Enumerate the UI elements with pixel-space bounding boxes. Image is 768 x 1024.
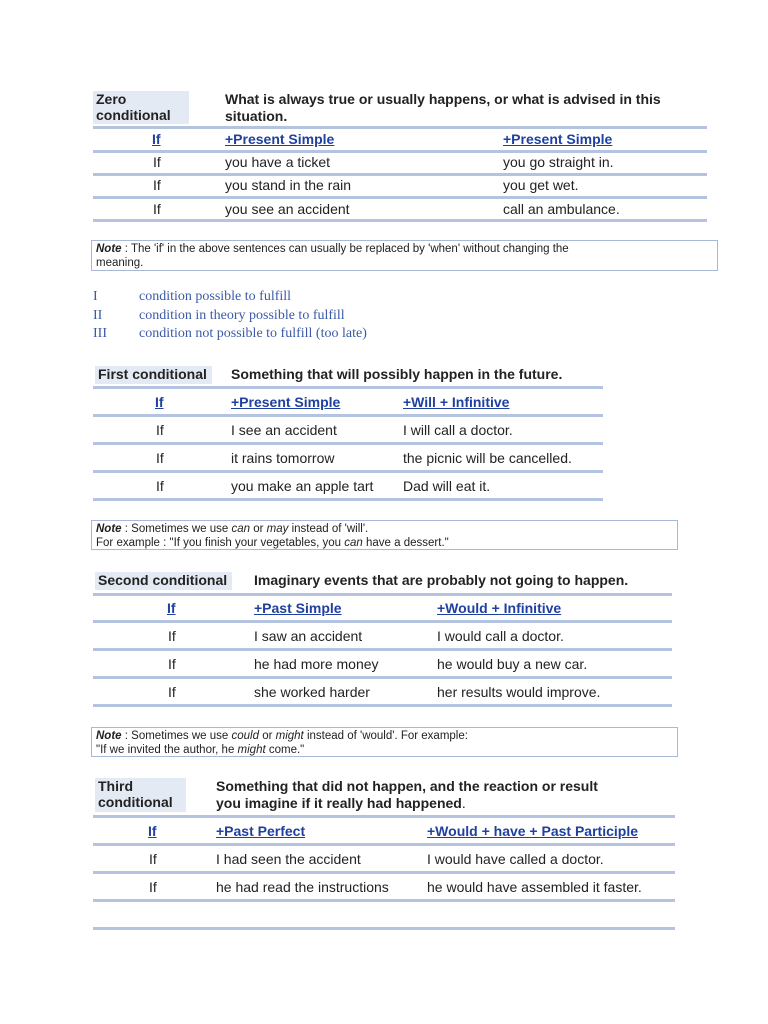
divider bbox=[93, 676, 672, 679]
divider bbox=[93, 173, 707, 176]
note-box: Note : Sometimes we use could or might instead of 'would'. For example: "If we invited the author, he might come." bbox=[91, 727, 678, 757]
first-title: First conditional bbox=[95, 366, 212, 384]
condition-numeral: I bbox=[93, 289, 98, 304]
table-cell: If bbox=[156, 450, 164, 466]
divider bbox=[93, 150, 707, 153]
note-label: Note bbox=[96, 243, 122, 255]
table-cell: If bbox=[168, 628, 176, 644]
table-cell: I see an accident bbox=[231, 422, 337, 438]
divider bbox=[93, 704, 672, 707]
header-if: If bbox=[152, 131, 161, 147]
table-cell: you go straight in. bbox=[503, 154, 614, 170]
divider bbox=[93, 927, 675, 930]
header-col2: +Present Simple bbox=[225, 131, 335, 147]
table-cell: you have a ticket bbox=[225, 154, 331, 170]
third-description: Something that did not happen, and the reaction or result you imagine if it really had happened. bbox=[216, 778, 598, 811]
divider bbox=[93, 871, 675, 874]
divider bbox=[93, 899, 675, 902]
note-box: Note : The 'if' in the above sentences can usually be replaced by 'when' without changing the meaning. bbox=[91, 240, 718, 271]
table-cell: it rains tomorrow bbox=[231, 450, 335, 466]
zero-description: What is always true or usually happens, or what is advised in this situation. bbox=[225, 91, 661, 124]
table-cell: I saw an accident bbox=[254, 628, 363, 644]
table-cell: the picnic will be cancelled. bbox=[403, 450, 572, 466]
table-cell: she worked harder bbox=[254, 684, 370, 700]
condition-text: condition not possible to fulfill (too late) bbox=[139, 326, 367, 341]
table-cell: he would buy a new car. bbox=[437, 656, 588, 672]
table-cell: he had read the instructions bbox=[216, 879, 389, 895]
divider bbox=[93, 470, 603, 473]
table-cell: you stand in the rain bbox=[225, 177, 352, 193]
table-cell: If bbox=[156, 422, 164, 438]
table-cell: If bbox=[149, 879, 157, 895]
third-title: Third conditional bbox=[95, 778, 186, 812]
note-label: Note bbox=[96, 730, 122, 742]
header-col3: +Present Simple bbox=[503, 131, 613, 147]
header-col2: +Past Simple bbox=[254, 600, 342, 616]
header-col3: +Will + Infinitive bbox=[403, 394, 510, 410]
condition-numeral: III bbox=[93, 326, 107, 341]
table-cell: call an ambulance. bbox=[503, 201, 620, 217]
table-cell: If bbox=[153, 154, 161, 170]
header-col2: +Past Perfect bbox=[216, 823, 306, 839]
note-box: Note : Sometimes we use can or may instead of 'will'. For example : "If you finish your vegetables, you can have a dessert." bbox=[91, 520, 678, 550]
divider bbox=[93, 386, 603, 389]
zero-title: Zero conditional bbox=[93, 91, 189, 124]
header-if: If bbox=[155, 394, 164, 410]
table-cell: he had more money bbox=[254, 656, 379, 672]
condition-numeral: II bbox=[93, 308, 103, 323]
header-col3: +Would + have + Past Participle bbox=[427, 823, 638, 839]
header-col2: +Present Simple bbox=[231, 394, 341, 410]
condition-text: condition in theory possible to fulfill bbox=[139, 308, 345, 323]
table-cell: you get wet. bbox=[503, 177, 579, 193]
divider bbox=[93, 620, 672, 623]
table-cell: Dad will eat it. bbox=[403, 478, 491, 494]
header-if: If bbox=[148, 823, 157, 839]
divider bbox=[93, 414, 603, 417]
note-label: Note bbox=[96, 523, 122, 535]
second-title: Second conditional bbox=[95, 572, 232, 590]
divider bbox=[93, 843, 675, 846]
divider bbox=[93, 219, 707, 222]
divider bbox=[93, 815, 675, 818]
table-cell: I would call a doctor. bbox=[437, 628, 564, 644]
table-cell: If bbox=[149, 851, 157, 867]
table-cell: I will call a doctor. bbox=[403, 422, 513, 438]
table-cell: If bbox=[153, 177, 161, 193]
table-cell: you make an apple tart bbox=[231, 478, 374, 494]
table-cell: I had seen the accident bbox=[216, 851, 361, 867]
second-description: Imaginary events that are probably not going to happen. bbox=[254, 572, 629, 588]
table-cell: her results would improve. bbox=[437, 684, 601, 700]
table-cell: he would have assembled it faster. bbox=[427, 879, 642, 895]
table-cell: If bbox=[153, 201, 161, 217]
header-col3: +Would + Infinitive bbox=[437, 600, 562, 616]
divider bbox=[93, 126, 707, 129]
header-if: If bbox=[167, 600, 176, 616]
table-cell: I would have called a doctor. bbox=[427, 851, 604, 867]
divider bbox=[93, 196, 707, 199]
table-cell: If bbox=[156, 478, 164, 494]
first-description: Something that will possibly happen in the future. bbox=[231, 366, 563, 382]
divider bbox=[93, 648, 672, 651]
divider bbox=[93, 498, 603, 501]
divider bbox=[93, 442, 603, 445]
table-cell: If bbox=[168, 684, 176, 700]
table-cell: you see an accident bbox=[225, 201, 350, 217]
divider bbox=[93, 593, 672, 596]
condition-text: condition possible to fulfill bbox=[139, 289, 292, 304]
table-cell: If bbox=[168, 656, 176, 672]
